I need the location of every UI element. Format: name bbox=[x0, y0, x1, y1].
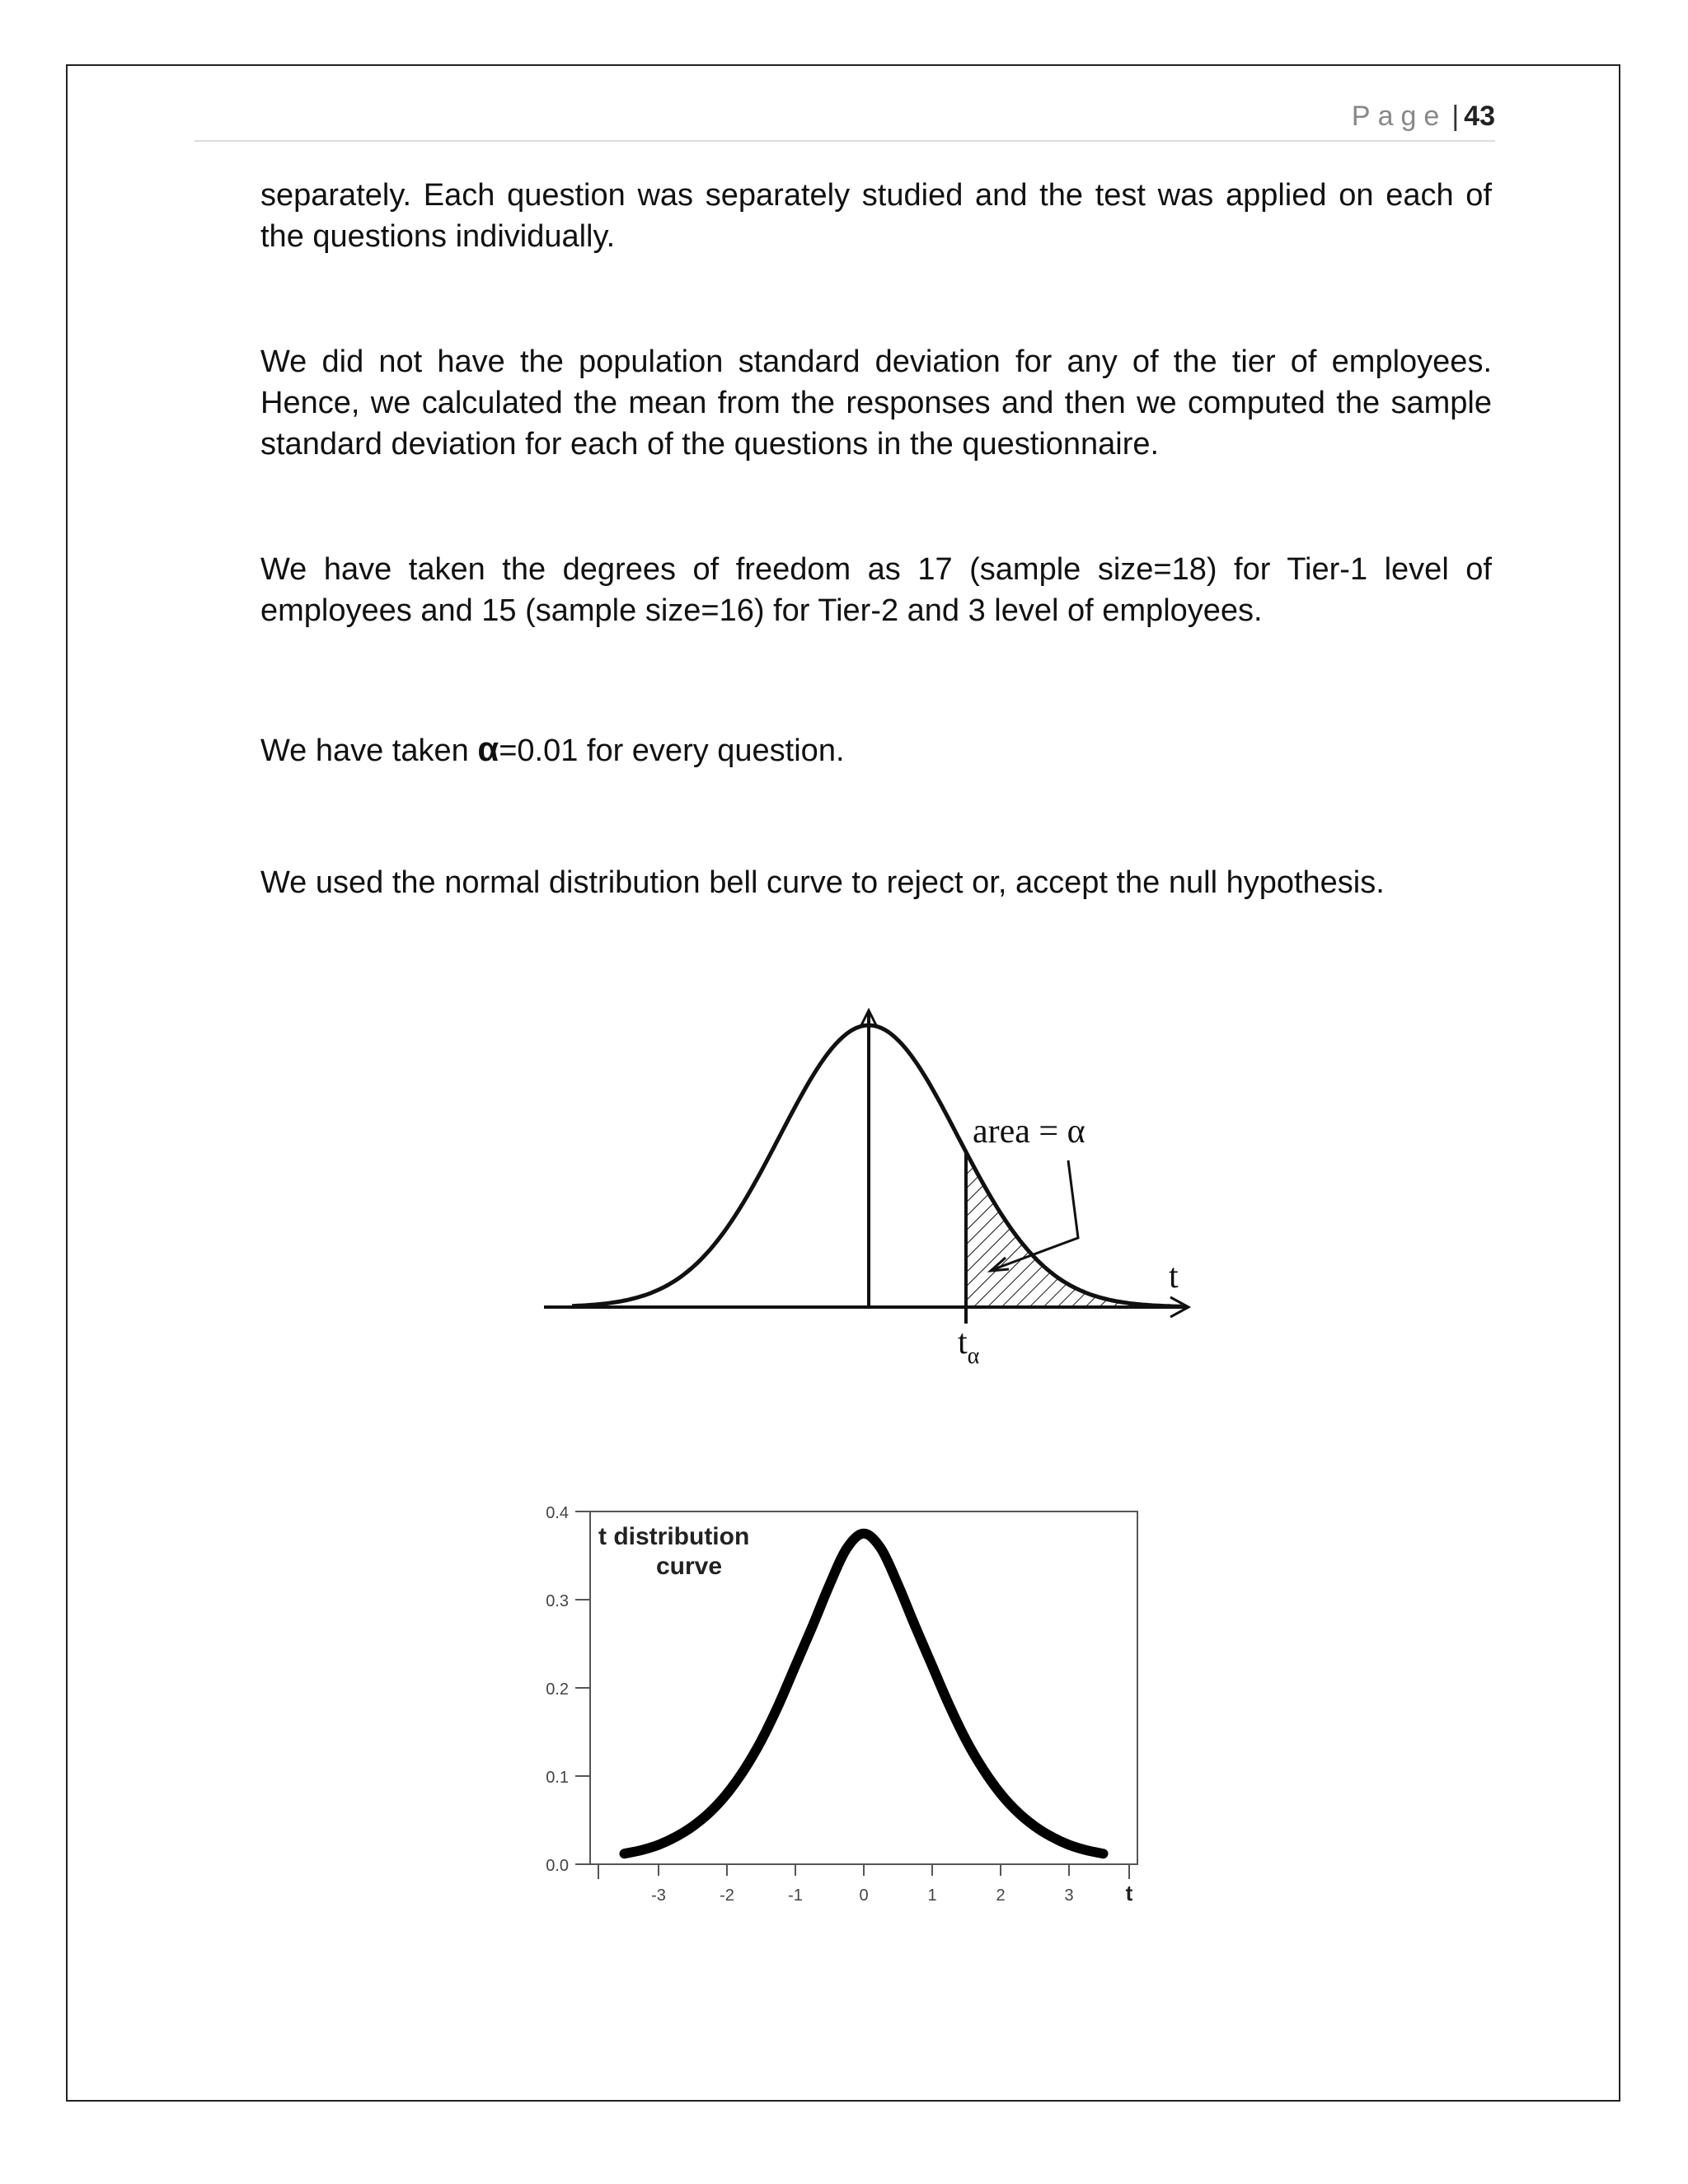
paragraph-last: We used the normal distribution bell curve to reject or, accept the null hypothesis. bbox=[260, 865, 1385, 900]
x-tick-label: -2 bbox=[720, 1886, 734, 1905]
alpha-text-before: We have taken bbox=[260, 733, 478, 768]
y-tick-label: 0.0 bbox=[546, 1857, 569, 1875]
x-tick-label: 0 bbox=[859, 1886, 869, 1905]
chart-title-line-2: curve bbox=[656, 1553, 723, 1580]
critical-value-label: $t_\alpha$ bbox=[958, 1324, 980, 1369]
paragraph-3: We have taken the degrees of freedom as 17 (sample size=18) for Tier-1 level of employees and 15 (sample size=16) for Tier-2 and 3 level of employees. bbox=[260, 552, 1492, 628]
x-tick-label: -3 bbox=[651, 1886, 666, 1905]
x-tick-label: 2 bbox=[996, 1886, 1006, 1905]
chart-title-line-1: t distribution bbox=[598, 1523, 750, 1550]
area-alpha-label: area = α bbox=[973, 1113, 1085, 1151]
x-tick-label: 1 bbox=[927, 1886, 937, 1905]
t-distribution-chart bbox=[511, 1492, 1170, 1920]
x-tick-label: -1 bbox=[788, 1886, 803, 1905]
page-word: Page bbox=[1351, 101, 1447, 132]
shaded-tail-area bbox=[966, 1152, 1159, 1307]
y-tick-label: 0.2 bbox=[546, 1680, 569, 1699]
y-tick-label: 0.3 bbox=[546, 1592, 569, 1610]
alpha-text-after: =0.01 for every question. bbox=[499, 733, 845, 768]
x-tick-label: 3 bbox=[1064, 1886, 1074, 1905]
t-axis-label: t bbox=[1169, 1258, 1179, 1296]
figure-normal-curve bbox=[528, 997, 1203, 1385]
y-tick-label: 0.1 bbox=[546, 1769, 569, 1787]
chart-y-axis bbox=[546, 1504, 590, 1875]
page-number: 43 bbox=[1464, 101, 1495, 132]
page-header bbox=[195, 97, 1495, 142]
bell-curve-line bbox=[572, 1025, 1182, 1306]
alpha-symbol: α bbox=[477, 729, 499, 768]
y-tick-label: 0.4 bbox=[546, 1504, 569, 1522]
x-axis-label: t bbox=[1125, 1881, 1133, 1905]
page-number-label bbox=[1352, 101, 1495, 133]
critical-value-subscript: α bbox=[967, 1343, 980, 1369]
paragraph-1: separately. Each question was separately studied and the test was applied on each of the questions individually. bbox=[260, 178, 1492, 254]
paragraph-2: We did not have the population standard deviation for any of the tier of employees. Hence, we calculated the mean from the responses and then we computed the sample standard deviation for each of the questions in the questionnaire. bbox=[260, 344, 1492, 462]
chart-x-axis bbox=[598, 1864, 1133, 1905]
page-separator: | bbox=[1451, 101, 1460, 132]
paragraph-alpha bbox=[260, 729, 1492, 771]
